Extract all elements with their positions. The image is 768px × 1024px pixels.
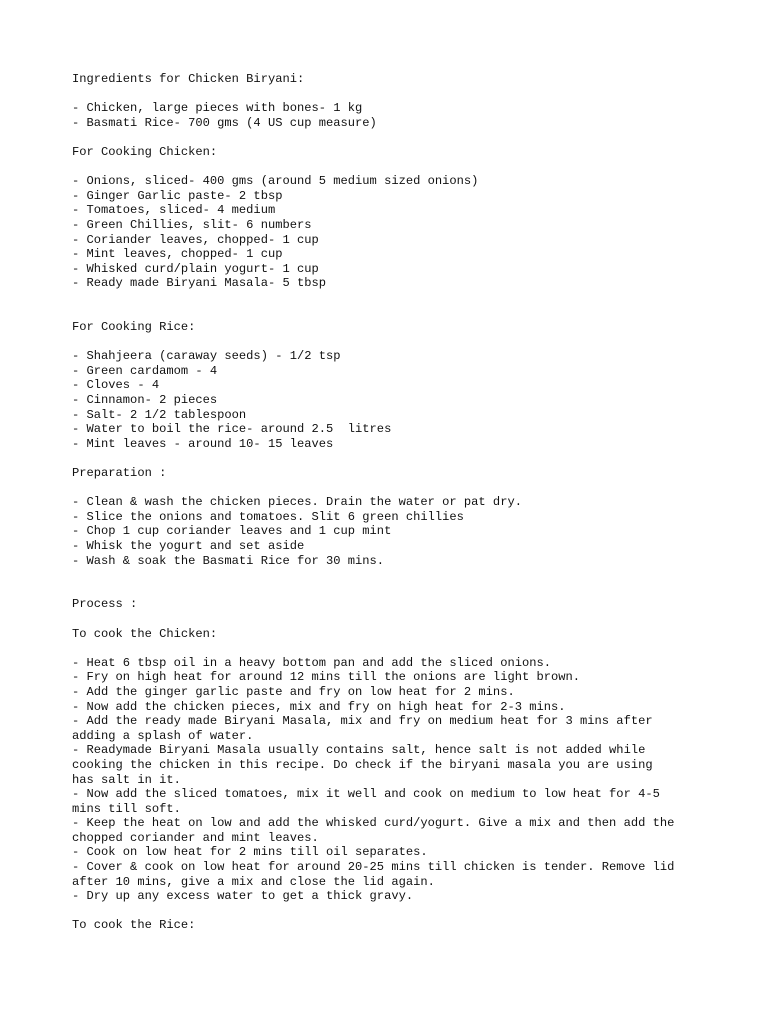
step-line: - Cover & cook on low heat for around 20-25 mins till chicken is tender. Remove lid: [72, 860, 675, 875]
list-item: - Basmati Rice- 700 gms (4 US cup measure): [72, 115, 377, 130]
step-line: - Readymade Biryani Masala usually contains salt, hence salt is not added while: [72, 743, 646, 758]
step-line: after 10 mins, give a mix and close the lid again.: [72, 874, 435, 889]
step-line: - Now add the chicken pieces, mix and fry on high heat for 2-3 mins.: [72, 699, 566, 714]
list-item: - Shahjeera (caraway seeds) - 1/2 tsp: [72, 349, 341, 364]
step-line: - Cook on low heat for 2 mins till oil separates.: [72, 845, 428, 860]
step-line: chopped coriander and mint leaves.: [72, 830, 319, 845]
step-line: has salt in it.: [72, 772, 181, 787]
list-item: - Clean & wash the chicken pieces. Drain the water or pat dry.: [72, 495, 522, 510]
list-item: - Chicken, large pieces with bones- 1 kg: [72, 101, 363, 116]
list-item: - Whisk the yogurt and set aside: [72, 539, 305, 553]
list-item: - Ready made Biryani Masala- 5 tbsp: [72, 276, 327, 291]
list-item: - Cloves - 4: [72, 378, 160, 393]
step-line: - Add the ginger garlic paste and fry on low heat for 2 mins.: [72, 684, 515, 699]
list-item: - Water to boil the rice- around 2.5 litres: [72, 422, 392, 437]
list-item: - Green cardamom - 4: [72, 363, 218, 378]
step-line: - Add the ready made Biryani Masala, mix and fry on medium heat for 3 mins after: [72, 714, 653, 729]
list-item: - Slice the onions and tomatoes. Slit 6 green chillies: [72, 509, 464, 524]
list-item: - Green Chillies, slit- 6 numbers: [72, 217, 312, 232]
list-item: - Mint leaves - around 10- 15 leaves: [72, 436, 334, 451]
list-item: - Whisked curd/plain yogurt- 1 cup: [72, 261, 319, 276]
step-line: adding a splash of water.: [72, 728, 254, 743]
list-item: - Cinnamon- 2 pieces: [72, 393, 218, 408]
rice-ingredients-list: [72, 349, 712, 451]
ingredients-heading: Ingredients for Chicken Biryani:: [72, 72, 305, 86]
step-line: - Now add the sliced tomatoes, mix it well and cook on medium to low heat for 4-5: [72, 787, 660, 802]
chicken-heading: For Cooking Chicken:: [72, 144, 218, 159]
list-item: - Onions, sliced- 400 gms (around 5 medium sized onions): [72, 174, 479, 189]
preparation-heading: Preparation :: [72, 466, 167, 481]
step-line: - Fry on high heat for around 12 mins till the onions are light brown.: [72, 670, 581, 685]
step-line: - Dry up any excess water to get a thick gravy.: [72, 889, 414, 904]
list-item: - Coriander leaves, chopped- 1 cup: [72, 232, 319, 247]
list-item: - Wash & soak the Basmati Rice for 30 mins.: [72, 553, 385, 568]
list-item: - Chop 1 cup coriander leaves and 1 cup mint: [72, 524, 392, 539]
cook-chicken-heading: To cook the Chicken:: [72, 626, 218, 641]
cook-chicken-steps: [72, 656, 712, 904]
list-item: - Salt- 2 1/2 tablespoon: [72, 407, 247, 422]
list-item: - Ginger Garlic paste- 2 tbsp: [72, 188, 283, 203]
chicken-ingredients-list: [72, 174, 712, 291]
list-item: - Tomatoes, sliced- 4 medium: [72, 203, 276, 218]
step-line: mins till soft.: [72, 801, 181, 816]
list-item: - Mint leaves, chopped- 1 cup: [72, 247, 283, 262]
cook-rice-heading: To cook the Rice:: [72, 918, 196, 933]
process-heading: Process :: [72, 597, 138, 612]
ingredients-list: [72, 101, 712, 130]
step-line: - Keep the heat on low and add the whisked curd/yogurt. Give a mix and then add the: [72, 816, 675, 831]
rice-heading: For Cooking Rice:: [72, 320, 196, 335]
step-line: cooking the chicken in this recipe. Do check if the biryani masala you are using: [72, 757, 653, 772]
preparation-list: [72, 495, 712, 568]
recipe-document: [72, 72, 712, 933]
step-line: - Heat 6 tbsp oil in a heavy bottom pan and add the sliced onions.: [72, 655, 551, 670]
